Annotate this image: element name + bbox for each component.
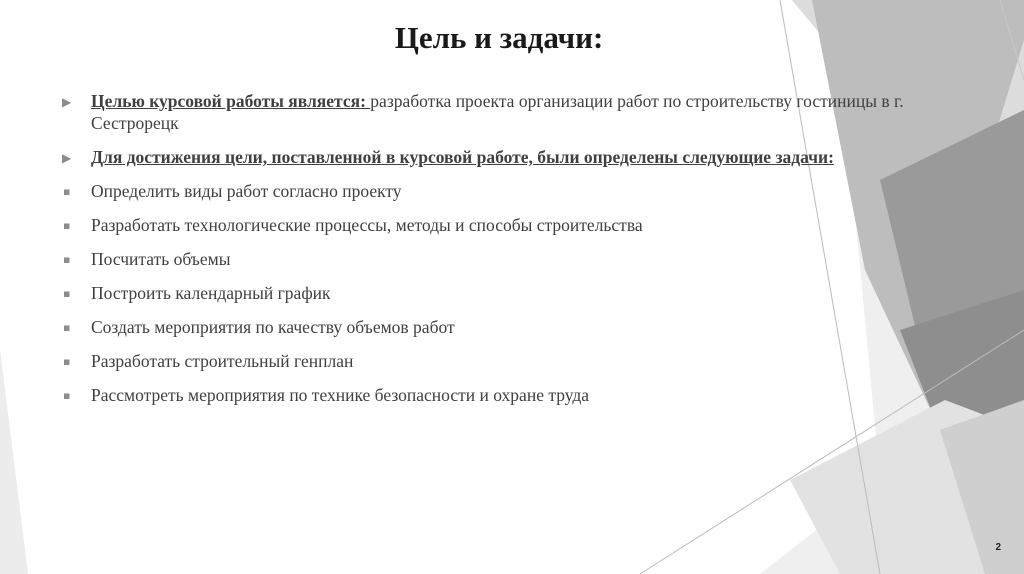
- slide-title: Цель и задачи:: [394, 20, 604, 55]
- task-text: Построить календарный график: [91, 283, 331, 303]
- task-item: [62, 316, 932, 338]
- goal-label: Целью курсовой работы является:: [91, 91, 371, 111]
- goal-text: разработка проекта организации работ по строительству гостиницы в г. Сестрорецк: [91, 91, 904, 133]
- square-bullet-icon: ▪: [63, 287, 71, 300]
- task-item: [62, 282, 932, 304]
- task-item: [62, 248, 932, 270]
- goal-bullet: [62, 90, 932, 134]
- left-pale-shape: [0, 350, 28, 574]
- task-text: Разработать строительный генплан: [91, 351, 354, 371]
- bullet-list: [62, 90, 932, 418]
- task-item: [62, 180, 932, 202]
- task-text: Создать мероприятия по качеству объемов работ: [91, 317, 455, 337]
- square-bullet-icon: ▪: [63, 253, 71, 266]
- task-text: Определить виды работ согласно проекту: [91, 181, 402, 201]
- triangle-bullet-icon: ▶: [62, 95, 72, 109]
- tasks-intro-bullet: [62, 146, 932, 168]
- task-text: Разработать технологические процессы, методы и способы строительства: [91, 215, 643, 235]
- square-bullet-icon: ▪: [63, 389, 71, 402]
- page-number: 2: [995, 542, 1001, 553]
- tasks-intro-label: Для достижения цели, поставленной в курсовой работе, были определены следующие задачи:: [91, 147, 834, 167]
- square-bullet-icon: ▪: [63, 355, 71, 368]
- task-item: [62, 384, 932, 406]
- square-bullet-icon: ▪: [63, 185, 71, 198]
- task-text: Рассмотреть мероприятия по технике безопасности и охране труда: [91, 385, 590, 405]
- triangle-bullet-icon: ▶: [62, 151, 72, 165]
- square-bullet-icon: ▪: [63, 219, 71, 232]
- task-text: Посчитать объемы: [91, 249, 231, 269]
- task-item: [62, 214, 932, 236]
- square-bullet-icon: ▪: [63, 321, 71, 334]
- task-item: [62, 350, 932, 372]
